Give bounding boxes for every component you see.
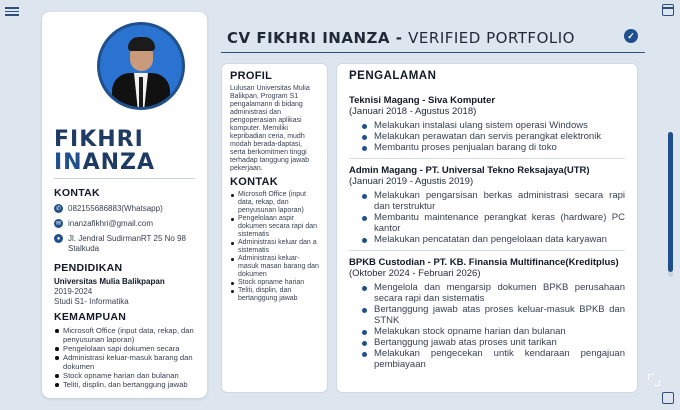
email-row [54, 219, 153, 229]
list-item: Melakukan pengecekan untik kendaraan pengajuan pembiayaan [359, 348, 625, 370]
phone-row [54, 204, 163, 214]
job-entry [349, 257, 625, 370]
scrollbar-thumb[interactable] [668, 132, 673, 272]
list-item: Melakukan pengarsisan berkas administrasi secara rapi dan terstruktur [359, 190, 625, 212]
skills-list [54, 326, 198, 389]
list-item: Membantu proses penjualan barang di toko [359, 142, 625, 153]
list-item: Bertanggung jawab atas proses keluar-masuk BPKB dan STNK [359, 304, 625, 326]
name-line-1: FIKHRI [54, 127, 144, 152]
education-heading: PENDIDIKAN [54, 262, 123, 274]
study-program: Studi S1- Informatika [54, 297, 129, 306]
experience-card [336, 63, 638, 393]
name-line-2-accent: IN [54, 150, 83, 175]
list-item: Administrasi keluar-masuk masan barang dan dokumen [230, 255, 319, 279]
job-period: (Oktober 2024 - Februari 2026) [349, 268, 481, 279]
job-title: BPKB Custodian - PT. KB. Finansia Multifinance(Kreditplus) [349, 257, 619, 268]
skills-heading: KEMAMPUAN [54, 311, 127, 323]
job-title: Admin Magang - PT. Universal Tekno Reksajaya(UTR) [349, 165, 590, 176]
list-item: Bertanggung jawab atas proses unit tarikan [359, 337, 625, 348]
job-duties [349, 190, 625, 245]
job-title: Teknisi Magang - Siva Komputer [349, 95, 496, 106]
profile-heading: PROFIL [230, 70, 273, 82]
profile-card [42, 12, 207, 398]
page-title: CV FIKHRI INANZA - VERIFIED PORTFOLIO [227, 28, 575, 47]
contact-heading: KONTAK [54, 187, 100, 199]
list-item: Melakukan instalasi ulang sistem operasi Windows [359, 120, 625, 131]
list-item: Administrasi keluar dan a sistematis [230, 239, 319, 255]
profile-name [54, 128, 155, 174]
scrollbar[interactable] [668, 132, 673, 277]
fullscreen-icon[interactable] [648, 374, 660, 386]
job-duties [349, 120, 625, 153]
list-item: Membantu maintenance perangkat keras (hardware) PC kantor [359, 212, 625, 234]
divider [54, 178, 195, 179]
check-circle-icon: ✓ [624, 29, 638, 43]
list-item: Teliti, displin, dan bertanggung jawab [230, 287, 319, 303]
panel-toggle-icon[interactable] [662, 4, 674, 16]
page-header [221, 23, 645, 53]
address-text: Jl. Jendral SudirmanRT 25 No 98 Stalkuda [68, 234, 186, 253]
job-period: (Januari 2018 - Agustus 2018) [349, 106, 477, 117]
experience-heading: PENGALAMAN [349, 70, 437, 82]
email-icon: ✉ [55, 220, 62, 227]
list-item: Microsoft Office (input data, rekap, dan penyusunan laporan) [54, 326, 198, 344]
list-item: Pengelolaan aspir dokumen secara rapi dan sistematis [230, 215, 319, 239]
profile-text: Lulusan Universitas Mulia Balikpan, Program S1 pengalamann di bidang administrasi dan pengoperasian aplikasi komputer. Memiliki kepribadian ceria, mudh modah berada-daptasi, serta berkomitmen tinggi terhadap tanggung jawab pekerjaan. [230, 85, 310, 172]
divider [349, 158, 625, 159]
list-item: Stock opname harian [230, 279, 319, 287]
list-item: Microsoft Office (input data, rekap, dan penyusunan laporan) [230, 191, 319, 215]
mid-contact-heading: KONTAK [230, 176, 279, 188]
list-item: Melakukan perawatan dan servis perangkat elektronik [359, 131, 625, 142]
list-item: Pengelolaan sapi dokumen secara [54, 344, 198, 353]
job-entry [349, 95, 625, 153]
email-text: inanzafikhri@gmail.com [68, 219, 154, 228]
list-item: Melakukan pencatatan dan pengelolaan data karyawan [359, 234, 625, 245]
list-item: Administrasi keluar-masuk barang dan dokumen [54, 353, 198, 371]
fullscreen-toggle-icon[interactable] [662, 392, 674, 404]
avatar [97, 22, 185, 110]
job-entry [349, 165, 625, 245]
job-period: (Januari 2019 - Agustis 2019) [349, 176, 474, 187]
profile-summary-card [221, 63, 328, 393]
university-name: Universitas Mulia Balikpapan [54, 277, 165, 286]
education-details [54, 277, 165, 307]
list-item: Stock opname harian dan bulanan [54, 371, 198, 380]
job-duties [349, 282, 625, 370]
location-pin-icon: ● [54, 234, 63, 243]
phone-icon: ✆ [55, 205, 62, 212]
phone-text: 082155686883(Whatsapp) [68, 204, 163, 213]
list-item: Mengelola dan mengarsip dokumen BPKB perusahaan secara rapi dan sistematis [359, 282, 625, 304]
list-item: Melakukan stock opname harian dan bulanan [359, 326, 625, 337]
mid-skills-list [230, 191, 319, 303]
divider [349, 250, 625, 251]
education-years: 2019-2024 [54, 287, 93, 296]
address-row [54, 234, 194, 254]
name-line-2-rest: ANZA [82, 150, 156, 175]
list-item: Teliti, displin, dan bertanggung jawab [54, 380, 198, 389]
hamburger-menu-icon[interactable] [5, 5, 19, 17]
